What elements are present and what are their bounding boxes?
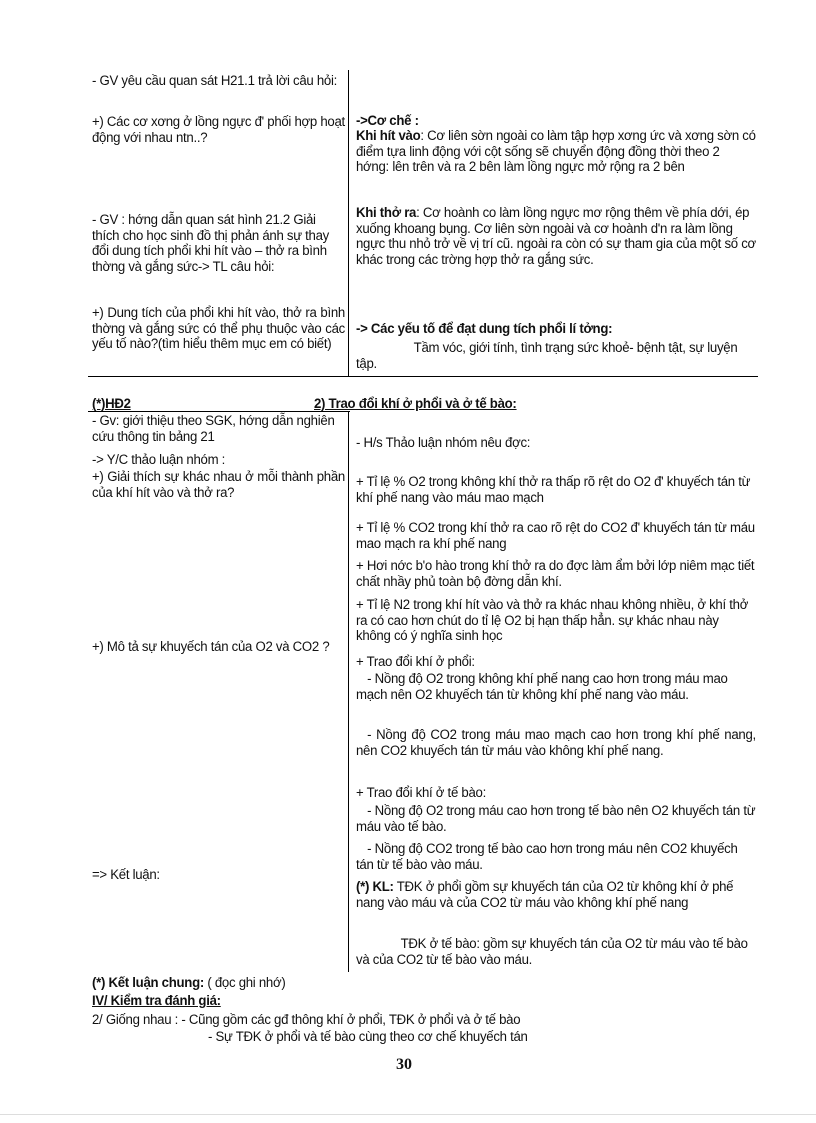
assessment-heading: IV/ Kiểm tra đánh giá: <box>92 993 221 1009</box>
answer-o2: + Tỉ lệ % O2 trong không khí thở ra thấp rõ rệt do O2 đ' khuyếch tán từ khí phế nang vào máu mao mạch <box>356 474 751 506</box>
column-divider-bottom <box>348 412 349 972</box>
factors-text: Tầm vóc, giới tính, tình trạng sức khoẻ- bệnh tật, sự luyện tập. <box>356 340 738 372</box>
lung-co2: - Nồng độ CO2 trong máu mao mạch cao hơn trong khí phế nang, nên CO2 khuyếch tán từ máu vào không khí phế nang. <box>356 727 756 759</box>
exhale-paragraph <box>356 206 756 268</box>
student-discussion: - H/s Thảo luận nhóm nêu đợc: <box>356 435 531 451</box>
gv-intro: - Gv: giới thiệu theo SGK, hớng dẫn nghiên cứu thông tin bảng 21 <box>92 413 335 445</box>
cell-exchange-heading: + Trao đổi khí ở tế bào: <box>356 785 486 801</box>
inhale-text: : Cơ liên sờn ngoài co làm tập hợp xơng ức và xơng sờn có điểm tựa linh động với cột sống sẽ chuyển động đồng thời theo 2 hớng: lên trên và ra 2 bên làm lồng ngực mở rộng ra 2 bên <box>356 128 756 175</box>
answer-co2: + Tỉ lệ % CO2 trong khí thở ra cao rõ rệt do CO2 đ' khuyếch tán từ máu mao mạch ra khí phế nang <box>356 520 755 552</box>
gv-instruction: - GV yêu cầu quan sát H21.1 trả lời câu hỏi: <box>92 73 338 89</box>
exhale-label: Khi thở ra <box>356 205 417 221</box>
inhale-paragraph <box>356 129 756 176</box>
general-conclusion-label: (*) Kết luận chung: <box>92 975 204 991</box>
kl-text: TĐK ở phổi gồm sự khuyếch tán của O2 từ không khí ở phế nang vào máu và của CO2 từ máu vào không khí phế nang <box>356 879 734 911</box>
discussion-request: -> Y/C thảo luận nhóm : <box>92 452 226 468</box>
hd2-label: (*)HĐ2 <box>92 396 131 412</box>
conclusion-kl <box>356 880 756 911</box>
cell-o2: - Nồng độ O2 trong máu cao hơn trong tế bào nên O2 khuyếch tán từ máu vào tế bào. <box>356 803 756 835</box>
page-number: 30 <box>396 1056 412 1073</box>
question-composition: +) Giải thích sự khác nhau ở mỗi thành phần của khí hít vào và thở ra? <box>92 469 345 501</box>
general-conclusion <box>92 976 650 992</box>
section2-heading: 2) Trao đổi khí ở phổi và ở tế bào: <box>314 396 517 412</box>
conclusion-label: => Kết luận: <box>92 867 160 883</box>
column-divider-top <box>348 70 349 376</box>
page-edge <box>0 1114 816 1115</box>
exhale-text: : Cơ hoành co làm lồng ngực mơ rộng thêm về phía dới, ép xuống khoang bụng. Cơ liên sờn ngoài và cơ hoành d'n ra làm lồng ngực thu nhỏ trở về vị trí cũ. ngoài ra còn có sự tham gia của một số cơ khác trong các trờng hợp thở ra gắng sức. <box>356 205 756 268</box>
factors-label: -> Các yếu tố để đạt dung tích phổi lí tởng: <box>356 321 613 337</box>
answer-water: + Hơi nớc b'o hào trong khí thở ra do đợc làm ẩm bởi lớp niêm mạc tiết chất nhầy phủ toàn bộ đờng dẫn khí. <box>356 558 755 590</box>
general-conclusion-text: ( đọc ghi nhớ) <box>203 975 286 991</box>
gv-guide: - GV : hớng dẫn quan sát hình 21.2 Giải thích cho học sinh đồ thị phản ánh sự thay đổi dung tích phổi khi hít vào – thở ra bình thờng và gắng sức-> TL câu hỏi: <box>92 212 329 275</box>
question-muscles: +) Các cơ xơng ở lồng ngực đ' phối hợp hoạt động với nhau ntn..? <box>92 114 345 146</box>
question-diffusion: +) Mô tả sự khuyếch tán của O2 và CO2 ? <box>92 639 330 655</box>
kl-label: (*) KL: <box>356 879 394 895</box>
inhale-label: Khi hít vào <box>356 128 421 144</box>
lung-exchange-heading: + Trao đổi khí ở phổi: <box>356 654 475 670</box>
similarity-line2: - Sự TĐK ở phổi và tế bào cùng theo cơ chế khuyếch tán <box>208 1029 528 1045</box>
answer-n2: + Tỉ lệ N2 trong khí hít vào và thở ra khác nhau không nhiều, ở khí thở ra có cao hơn chút do tỉ lệ O2 bị hạn thấp hẳn. sự khác nhau này không có ý nghĩa sinh học <box>356 597 749 644</box>
mechanism-heading: ->Cơ chế : <box>356 113 419 129</box>
lung-o2: - Nồng độ O2 trong không khí phế nang cao hơn trong máu mao mạch nên O2 khuyếch tán từ không khí phế nang vào máu. <box>356 671 728 703</box>
conclusion-cell: TĐK ở tế bào: gồm sự khuyếch tán của O2 từ máu vào tế bào và của CO2 từ tế bào vào máu. <box>356 936 748 968</box>
row-divider <box>88 376 758 377</box>
cell-co2: - Nồng độ CO2 trong tế bào cao hơn trong máu nên CO2 khuyếch tán từ tế bào vào máu. <box>356 841 738 873</box>
similarity-line1: 2/ Giống nhau : - Cũng gồm các gđ thông khí ở phổi, TĐK ở phổi và ở tế bào <box>92 1012 521 1028</box>
question-capacity: +) Dung tích của phổi khi hít vào, thở ra bình thờng và gắng sức có thể phụ thuộc vào các yếu tố nào?(tìm hiểu thêm mục em có biết) <box>92 305 345 352</box>
